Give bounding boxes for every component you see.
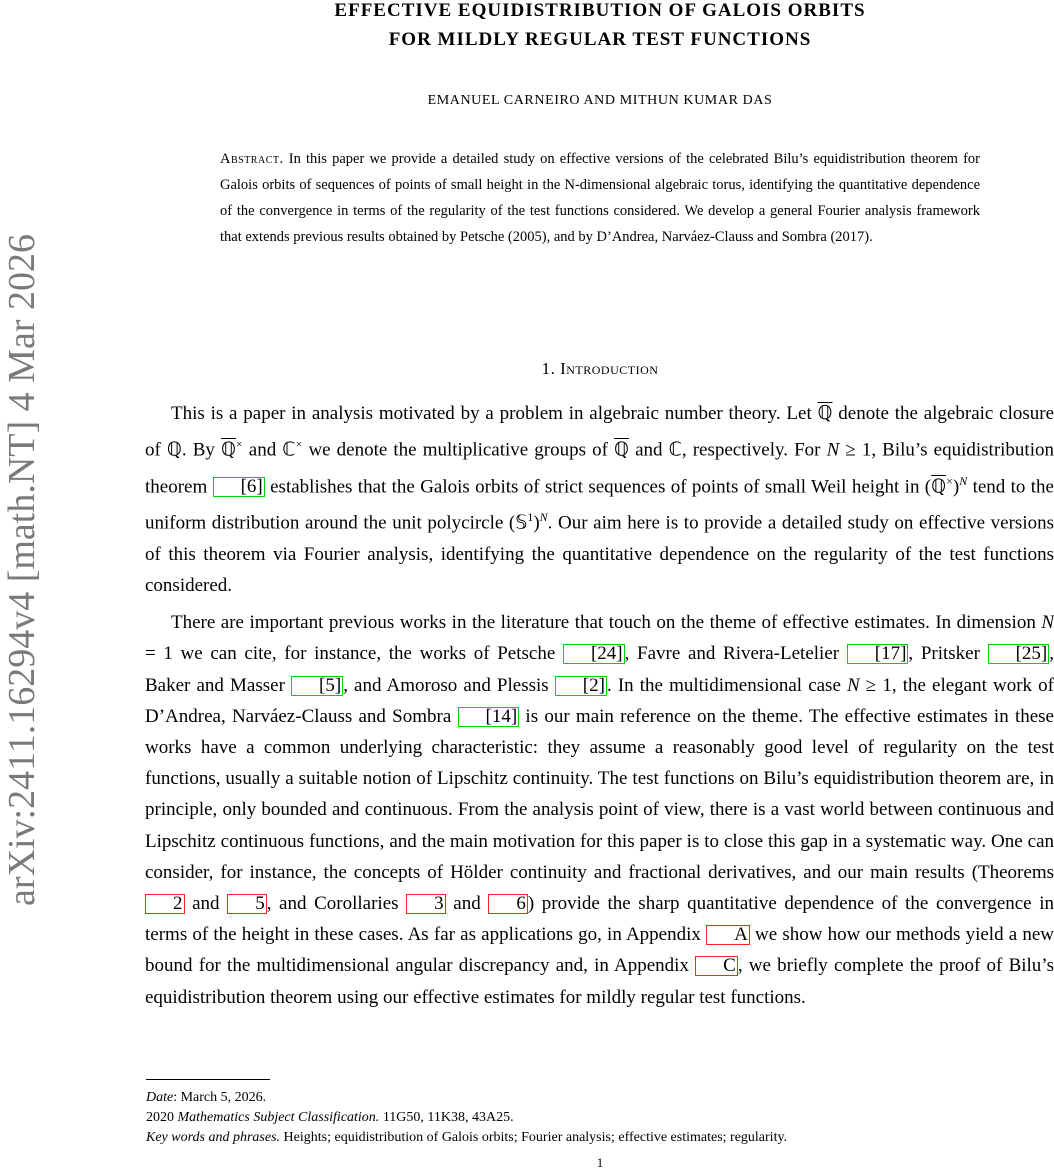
math-sup: × <box>295 437 303 452</box>
text: , Favre and Rivera-Letelier <box>624 643 847 665</box>
text: establishes that the Galois orbits of strict sequences of points of small Weil height in ( <box>264 476 932 498</box>
text: . Our aim here is to provide a detailed study on effective versions of this theorem via Fourier analysis, identifying the quantitative dependence on the regularity of the test functions considered. <box>145 512 1054 596</box>
page-number: 1 <box>596 1155 604 1170</box>
footnote-keywords <box>146 1128 1054 1148</box>
citation-link[interactable]: [24] <box>563 644 625 664</box>
citation-link[interactable]: [17] <box>847 644 909 664</box>
text: ) <box>533 512 540 534</box>
text: , and Amoroso and Plessis <box>343 674 555 696</box>
arxiv-sidebar <box>0 170 44 970</box>
abstract-text: In this paper we provide a detailed study on effective versions of the celebrated Bilu’s equidistribution theorem for Galois orbits of sequences of points of small height in the N-dimensional algebraic torus, identifying the quantitative dependence of the convergence in terms of the regularity of the test functions considered. We develop a general Fourier analysis framework that extends previous results obtained by Petsche (2005), and by D’Andrea, Narváez-Clauss and Sombra (2017). <box>220 151 980 245</box>
text: and ℂ <box>242 439 296 461</box>
text: = 1 we can cite, for instance, the works of Petsche <box>145 643 563 665</box>
text: and <box>184 893 228 915</box>
text: : March 5, 2026. <box>173 1090 267 1105</box>
text: ≥ 1, Bilu’s equidistribution theorem <box>145 439 1054 498</box>
text: denote the algebraic closure of ℚ. By <box>145 403 1054 461</box>
corollary-link[interactable]: 6 <box>488 894 528 914</box>
citation-link[interactable]: [14] <box>458 707 520 727</box>
text: This is a paper in analysis motivated by a problem in algebraic number theory. Let <box>171 403 818 424</box>
text: ≥ 1, the elegant work of D’Andrea, Narváez-Clauss and Sombra <box>145 674 1054 727</box>
text: Date <box>146 1090 174 1105</box>
math-n: N <box>1041 612 1054 634</box>
text: is our main reference on the theme. The effective estimates in these works have a common underlying characteristic: they assume a reasonably good level of regularity on the test functions, usually a suitable notion of Lipschitz continuity. The test functions on Bilu’s equidistribution theorem are, in principle, only bounded and continuous. From the analysis point of view, there is a vast world between continuous and Lipschitz continuous functions, and the main motivation for this paper is to close this gap in a systematic way. One can consider, for instance, the concepts of Hölder continuity and fractional derivatives, and our main results (Theorems <box>145 705 1054 883</box>
math-sup: 1 <box>527 510 534 525</box>
text: , we briefly complete the proof of Bilu’s equidistribution theorem using our effective estimates for mildly regular test functions. <box>145 955 1054 1008</box>
abstract-label: Abstract. <box>220 151 284 167</box>
text: 2020 <box>146 1110 178 1125</box>
text: and <box>445 893 489 915</box>
footnote-date <box>146 1088 1054 1108</box>
corollary-link[interactable]: 3 <box>406 894 446 914</box>
title-line-2: FOR MILDLY REGULAR TEST FUNCTIONS <box>388 29 812 50</box>
paper-title <box>146 0 1054 54</box>
section-heading <box>146 359 1054 379</box>
math-n: N <box>847 674 860 696</box>
text: we denote the multiplicative groups of <box>302 439 615 461</box>
text: . In the multidimensional case <box>606 674 847 696</box>
math-sup: × <box>235 437 243 452</box>
abstract <box>220 146 980 250</box>
theorem-link[interactable]: 5 <box>227 894 267 914</box>
paragraph-2 <box>145 607 1054 1013</box>
text: 11G50, 11K38, 43A25. <box>379 1110 514 1125</box>
math-n: N <box>959 473 968 488</box>
footnote-msc <box>146 1108 1054 1128</box>
citation-link[interactable]: [2] <box>555 676 607 696</box>
math-qbar: ℚ <box>614 439 629 461</box>
appendix-link[interactable]: C <box>695 956 738 976</box>
footnote-rule <box>146 1079 270 1080</box>
math-qbar: ℚ <box>931 476 947 498</box>
math-sup: × <box>946 473 953 488</box>
main-text <box>145 398 1054 1013</box>
section-title: 1. Introduction <box>541 359 659 378</box>
math-qbar: ℚ <box>220 439 236 461</box>
title-line-1: EFFECTIVE EQUIDISTRIBUTION OF GALOIS ORBITS <box>334 0 866 21</box>
text: There are important previous works in the literature that touch on the theme of effective estimates. In dimension <box>171 612 1042 634</box>
text: , Pritsker <box>908 643 988 665</box>
text: ) <box>952 476 960 498</box>
text: , and Corollaries <box>266 893 407 915</box>
footnotes <box>146 1088 1054 1148</box>
text: tend to the uniform distribution around the unit polycircle (𝕊 <box>145 476 1054 534</box>
math-n: N <box>539 510 548 525</box>
theorem-link[interactable]: 2 <box>145 894 185 914</box>
appendix-link[interactable]: A <box>706 925 750 945</box>
paragraph-1 <box>145 398 1054 601</box>
text: Key words and phrases. <box>146 1130 281 1145</box>
text: ) provide the sharp quantitative dependence of the convergence in terms of the height in these cases. As far as applications go, in Appendix <box>145 893 1054 946</box>
citation-link[interactable]: [25] <box>988 644 1050 664</box>
arxiv-identifier[interactable]: arXiv:2411.16294v4 [math.NT] 4 Mar 2026 <box>1 234 44 906</box>
citation-link[interactable]: [5] <box>291 676 343 696</box>
text: Mathematics Subject Classification. <box>177 1110 380 1125</box>
citation-link[interactable]: [6] <box>213 477 265 497</box>
text: , Baker and Masser <box>145 643 1054 696</box>
text: and ℂ, respectively. For <box>629 439 827 461</box>
text: we show how our methods yield a new bound for the multidimensional angular discrepancy and, in Appendix <box>145 924 1054 977</box>
math-qbar: ℚ <box>817 403 833 424</box>
text: Heights; equidistribution of Galois orbits; Fourier analysis; effective estimates; regularity. <box>280 1130 788 1145</box>
authors: EMANUEL CARNEIRO AND MITHUN KUMAR DAS <box>427 93 773 108</box>
math-n: N <box>826 439 840 461</box>
